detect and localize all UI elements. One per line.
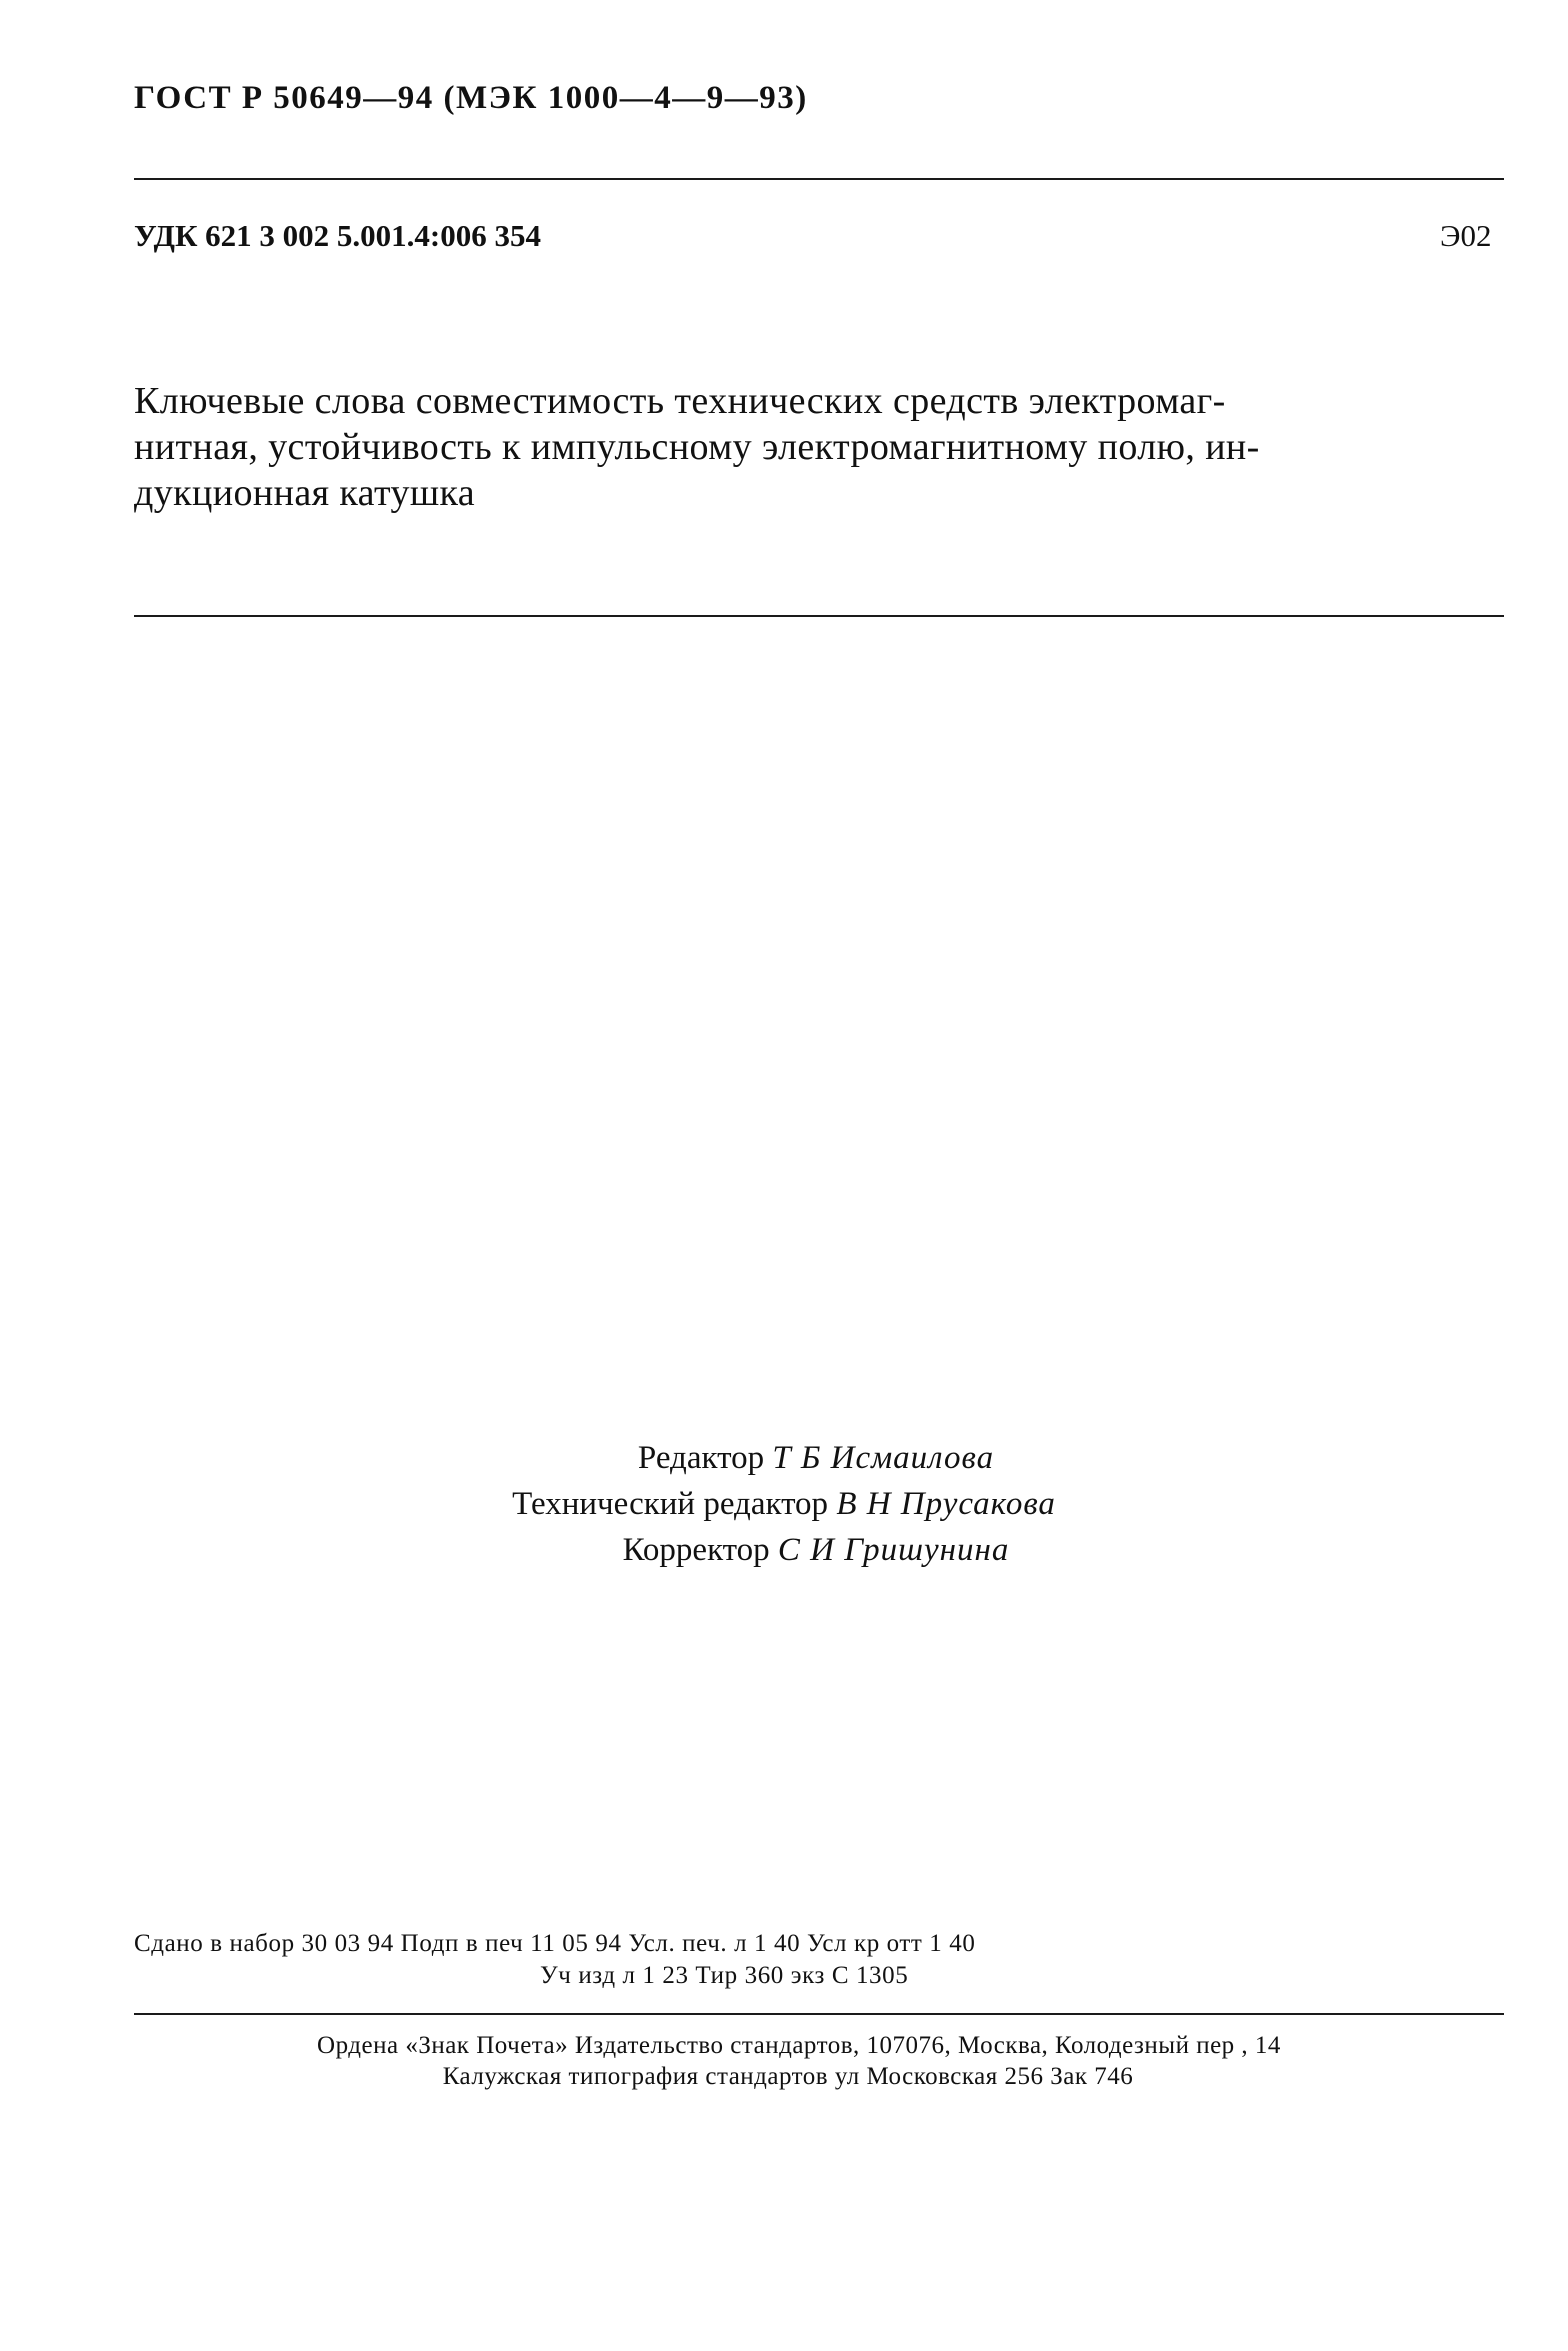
document-title: ГОСТ Р 50649—94 (МЭК 1000—4—9—93) — [134, 80, 808, 116]
keywords-block — [134, 378, 1506, 516]
publisher-line: Ордена «Знак Почета» Издательство стандартов, 107076, Москва, Колодезный пер , 14 — [317, 2032, 1281, 2059]
publisher-info — [0, 2030, 1568, 2092]
keywords-line: дукционная катушка — [134, 472, 476, 514]
staff-credits — [0, 1435, 1568, 1573]
keywords-line: нитная, устойчивость к импульсному электромагнитному полю, ин- — [134, 426, 1260, 468]
staff-technical-editor — [0, 1481, 1568, 1527]
staff-editor — [0, 1435, 1568, 1481]
classification-code: Э02 — [1440, 218, 1492, 253]
udk-classification: УДК 621 3 002 5.001.4:006 354 — [134, 218, 541, 253]
staff-person: Т Б Исмаилова — [772, 1440, 995, 1476]
staff-role: Корректор — [622, 1532, 770, 1568]
printer-line: Калужская типография стандартов ул Московская 256 Зак 746 — [442, 2063, 1134, 2090]
divider-imprint — [134, 2013, 1504, 2015]
staff-person: В Н Прусакова — [836, 1486, 1056, 1522]
staff-role: Технический редактор — [512, 1486, 829, 1522]
imprint-line-1: Сдано в набор 30 03 94 Подп в печ 11 05 94 Усл. печ. л 1 40 Усл кр отт 1 40 — [134, 1930, 976, 1957]
divider-keywords — [134, 615, 1504, 617]
keywords-line: Ключевые слова совместимость технических средств электромаг- — [134, 380, 1226, 422]
staff-role: Редактор — [637, 1440, 765, 1476]
divider-top — [134, 178, 1504, 180]
staff-person: С И Гришунина — [777, 1532, 1010, 1568]
imprint-line-2: Уч изд л 1 23 Тир 360 экз С 1305 — [540, 1962, 909, 1989]
staff-proofreader — [0, 1527, 1568, 1573]
